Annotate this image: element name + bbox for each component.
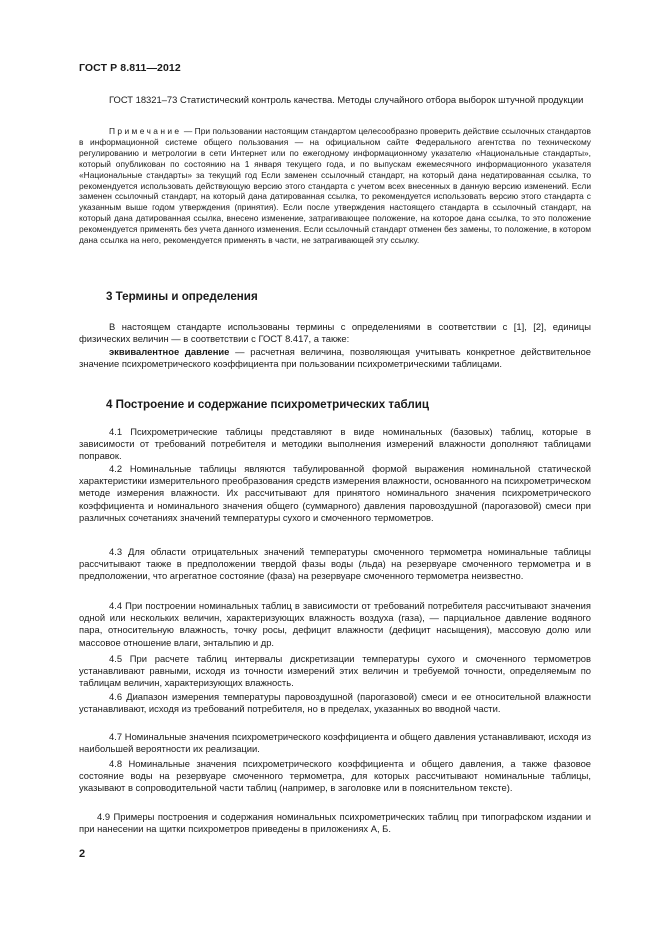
paragraph-4-5: 4.5 При расчете таблиц интервалы дискретизации температуры сухого и смоченного термометров устанавливают равными, исходя из точности измерений этих величин и требуемой точности, определяемым по таблицам величин, характеризующих влажность. [79,653,591,689]
section-3-intro: В настоящем стандарте использованы термины с определениями в соответствии с [1], [2], единицы физических величин — в соответствии с ГОСТ 8.417, а также: [79,321,591,345]
paragraph-4-3: 4.3 Для области отрицательных значений температуры смоченного термометра номинальные таблицы рассчитывают также в предположении твердой фазы воды (льда) на резервуаре смоченного термометра и в предположении, что агрегатное состояние (фаза) на резервуаре смоченного термометра неизвестно. [79,546,591,582]
page-number: 2 [79,848,86,860]
note-label: Примечание [109,126,182,136]
reference-gost-18321: ГОСТ 18321–73 Статистический контроль качества. Методы случайного отбора выборок штучной продукции [109,94,584,105]
paragraph-4-6: 4.6 Диапазон измерения температуры паровоздушной (парогазовой) смеси и ее относительной влажности устанавливают, исходя из требований потребителя, но в пределах, указанных во вводной части. [79,691,591,715]
paragraph-4-1: 4.1 Психрометрические таблицы представляют в виде номинальных (базовых) таблиц, которые в зависимости от требований потребителя и методики выполнения измерений влажности дополняют таблицами поправок. [79,426,591,462]
running-header: ГОСТ Р 8.811—2012 [79,62,181,74]
term-definition [79,346,591,370]
paragraph-4-2: 4.2 Номинальные таблицы являются табулированной формой выражения номинальной статической характеристики измерительного преобразования средств измерения влажности, основанного на психрометрическом методе измерения влажности. Их рассчитывают для принятого номинального значения психрометрического коэффициента и номинального значения общего (суммарного) давления паровоздушной (парогазовой) смеси при различных сочетаниях значений температуры сухого и смоченного термометров. [79,463,592,523]
paragraph-4-7: 4.7 Номинальные значения психрометрического коэффициента и общего давления устанавливают, исходя из наибольшей вероятности их реализации. [79,731,591,755]
term-name: эквивалентное давление [109,346,230,357]
note-text: — При пользовании настоящим стандартом целесообразно проверить действие ссылочных стандартов в информационной системе общего пользования — на официальном сайте Федерального агентства по техническому регулированию и метрологии в сети Интернет или по ежегодному информационному указателю «Национальные стандарты», который опубликован по состоянию на 1 января текущего года, и по выпускам ежемесячного информационного указателя «Национальные стандарты» за текущий год Если заменен ссылочный стандарт, на который дана недатированная ссылка, то рекомендуется использовать действующую версию этого стандарта с учетом всех внесенных в данную версию изменений. Если заменен ссылочный стандарт, на который дана датированная ссылка, то рекомендуется использовать версию этого стандарта с указанным выше годом утверждения (принятия). Если после утверждения настоящего стандарта в ссылочный стандарт, на который дана датированная ссылка, внесено изменение, затрагивающее положение, на которое дана ссылка, то это положение рекомендуется применять без учета данного изменения. Если ссылочный стандарт отменен без замены, то положение, в котором дана ссылка на него, рекомендуется применять в части, не затрагивающей эту ссылку. [79,126,591,246]
term-definition-text: — расчетная величина, позволяющая учитывать конкретное действительное значение психрометрического коэффициента при пользовании психрометрическими таблицами. [79,346,591,370]
section-4-heading: 4 Построение и содержание психрометрических таблиц [106,398,430,411]
section-3-heading: 3 Термины и определения [106,290,258,303]
paragraph-4-4: 4.4 При построении номинальных таблиц в зависимости от требований потребителя рассчитывают значения одной или нескольких величин, характеризующих влажность воздуха (газа), — парциальное давление водяного пара, относительную влажность, точку росы, дефицит влажности (дефицит насыщения), массовую долю или массовое отношение влаги, энтальпию и др. [79,600,591,648]
note-paragraph [79,126,591,246]
paragraph-4-8: 4.8 Номинальные значения психрометрического коэффициента и общего давления, а также фазовое состояние воды на резервуаре смоченного термометра, для которых рассчитывают номинальные таблицы, указывают в сопроводительной части таблиц (например, в заголовке или в пояснительном тексте). [79,758,591,794]
paragraph-4-9: 4.9 Примеры построения и содержания номинальных психрометрических таблиц при типографском издании и при нанесении на щитки психрометров приведены в приложениях А, Б. [79,811,591,835]
